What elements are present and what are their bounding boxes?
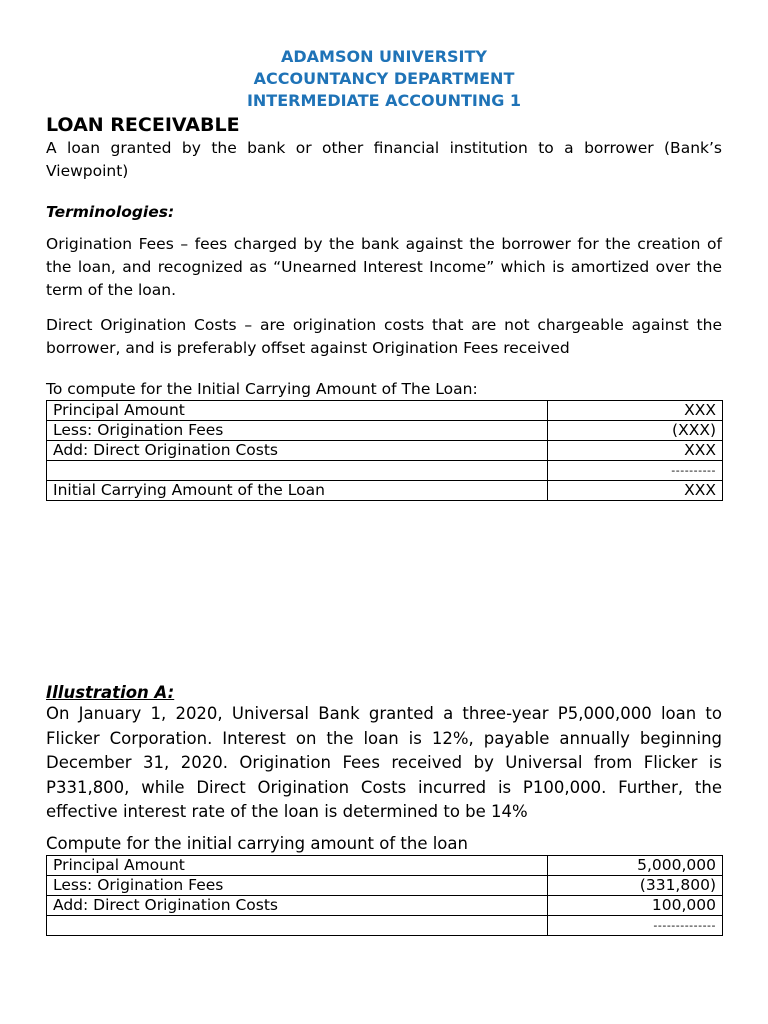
row-label: Add: Direct Origination Costs [47,441,548,461]
row-label [47,461,548,481]
university-name: ADAMSON UNIVERSITY [281,47,487,66]
row-amount: XXX [548,481,723,501]
page-title: LOAN RECEIVABLE [46,114,240,136]
table-row [47,401,723,421]
row-amount: (331,800) [548,875,723,895]
definition-direct-origination-costs: Direct Origination Costs – are origination costs that are not chargeable against the borrower, and is preferably offset against Origination Fees received [46,316,722,357]
row-label [47,915,548,935]
illustration-body: On January 1, 2020, Universal Bank granted a three-year P5,000,000 loan to Flicker Corporation. Interest on the loan is 12%, payable annually beginning December 31, 2020. Origination Fees received by Universal from Flicker is P331,800, while Direct Origination Costs incurred is P100,000. Further, the effective interest rate of the loan is determined to be 14% [46,704,722,821]
row-label: Principal Amount [47,401,548,421]
row-label: Less: Origination Fees [47,875,548,895]
row-amount: XXX [548,401,723,421]
document-header [46,0,722,112]
table-row [47,895,723,915]
intro-paragraph: A loan granted by the bank or other financial institution to a borrower (Bank’s Viewpoint) [46,139,722,180]
table-row [47,481,723,501]
row-amount: 100,000 [548,895,723,915]
row-amount: 5,000,000 [548,855,723,875]
row-separator: ---------- [548,461,723,481]
compute-intro: To compute for the Initial Carrying Amount of The Loan: [46,380,478,398]
row-label: Initial Carrying Amount of the Loan [47,481,548,501]
table-row [47,915,723,935]
table-row [47,421,723,441]
row-label: Principal Amount [47,855,548,875]
row-amount: (XXX) [548,421,723,441]
definition-origination-fees: Origination Fees – fees charged by the bank against the borrower for the creation of the loan, and recognized as “Unearned Interest Income” which is amortized over the term of the loan. [46,235,722,299]
document-page [46,0,722,936]
table-row [47,441,723,461]
course-name: INTERMEDIATE ACCOUNTING 1 [246,91,522,110]
illustration-table [46,855,723,936]
table-row [47,875,723,895]
row-separator: -------------- [548,915,723,935]
row-amount: XXX [548,441,723,461]
row-label: Less: Origination Fees [47,421,548,441]
row-label: Add: Direct Origination Costs [47,895,548,915]
department-name: ACCOUNTANCY DEPARTMENT [253,69,515,88]
table-row [47,461,723,481]
terminologies-heading: Terminologies: [46,203,175,221]
table-row [47,855,723,875]
illustration-compute-label: Compute for the initial carrying amount of the loan [46,833,468,853]
carrying-amount-table [46,400,723,501]
illustration-heading: Illustration A: [46,683,175,702]
